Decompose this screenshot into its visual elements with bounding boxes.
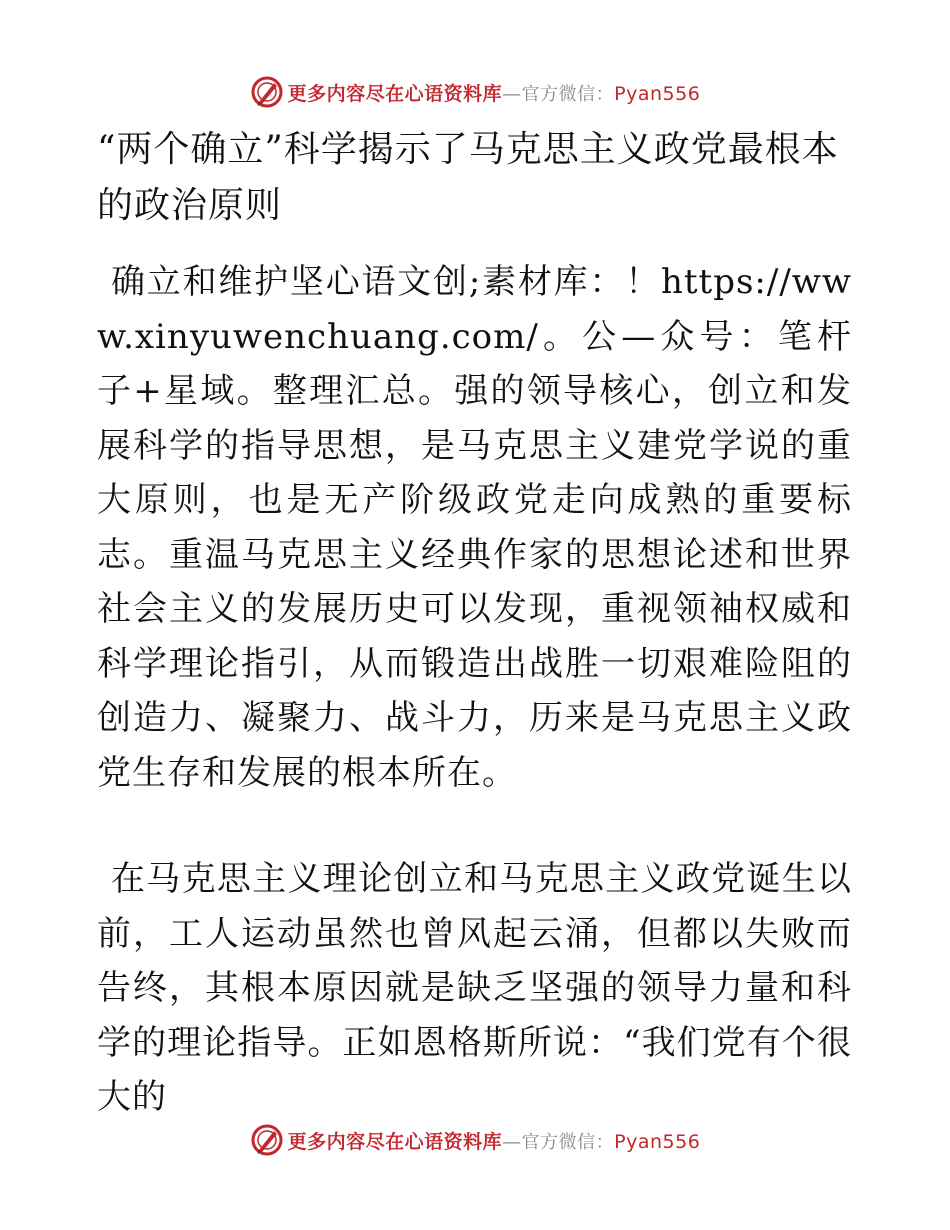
paragraph-1: 确立和维护坚心语文创;素材库：！https://www.xinyuwenchuang.com/。公—众号：笔杆子+星域。整理汇总。强的领导核心，创立和发展科学的指导思想，是马克思主义建党学说的重大原则，也是无产阶级政党走向成熟的重要标志。重温马克思主义经典作家的思想论述和世界社会主义的发展历史可以发现，重视领袖权威和科学理论指引，从而锻造出战胜一切艰难险阻的创造力、凝聚力、战斗力，历来是马克思主义政党生存和发展的根本所在。 bbox=[97, 262, 852, 793]
watermark-label: 官方微信： bbox=[521, 1131, 615, 1153]
watermark-label: 官方微信： bbox=[521, 83, 615, 105]
footer-watermark bbox=[0, 1120, 950, 1160]
watermark-separator: — bbox=[502, 82, 522, 105]
header-watermark bbox=[0, 72, 950, 112]
watermark-main: 更多内容尽在心语资料库 bbox=[287, 1130, 503, 1153]
paragraph-2: 在马克思主义理论创立和马克思主义政党诞生以前，工人运动虽然也曾风起云涌，但都以失败而告终，其根本原因就是缺乏坚强的领导力量和科学的理论指导。正如恩格斯所说：“我们党有个很大的 bbox=[97, 859, 852, 1117]
watermark-main: 更多内容尽在心语资料库 bbox=[287, 82, 503, 105]
watermark-separator: — bbox=[502, 1130, 522, 1153]
watermark-wechat-id: Pyan556 bbox=[614, 82, 701, 105]
brush-logo-icon bbox=[250, 75, 284, 109]
watermark-text bbox=[288, 79, 701, 106]
document-title: “两个确立”科学揭示了马克思主义政党最根本的政治原则 bbox=[97, 129, 839, 226]
watermark-wechat-id: Pyan556 bbox=[614, 1130, 701, 1153]
watermark-text bbox=[288, 1127, 701, 1154]
brush-logo-icon bbox=[250, 1123, 284, 1157]
